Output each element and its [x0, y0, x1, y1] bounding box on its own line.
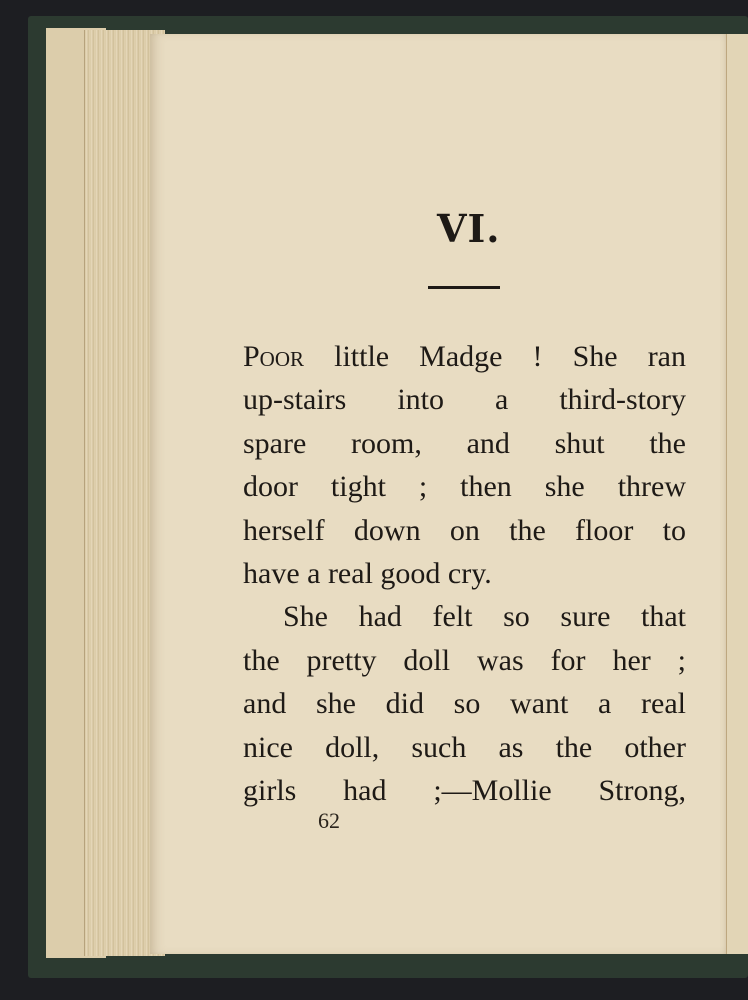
text-line: door tight ; then she threw: [243, 470, 686, 504]
line-rest: little Madge ! She ran: [304, 340, 686, 373]
text-line: up-stairs into a third-story: [243, 383, 686, 417]
text-line: have a real good cry.: [243, 556, 492, 590]
facing-page-edge: [726, 34, 748, 954]
lead-word: Poor: [243, 340, 305, 373]
text-line: the pretty doll was for her ;: [243, 643, 686, 677]
chapter-heading: VI.: [437, 206, 501, 251]
text-line: and she did so want a real: [243, 687, 686, 721]
body-text: [243, 335, 686, 812]
text-line: girls had ;—Mollie Strong,: [243, 773, 686, 807]
text-line: herself down on the floor to: [243, 513, 686, 547]
text-line: spare room, and shut the: [243, 426, 686, 460]
heading-rule: [428, 286, 500, 289]
text-line: She had felt so sure that: [283, 600, 686, 634]
text-line: [243, 335, 686, 378]
page-number: 62: [318, 808, 340, 833]
text-line: nice doll, such as the other: [243, 730, 686, 764]
